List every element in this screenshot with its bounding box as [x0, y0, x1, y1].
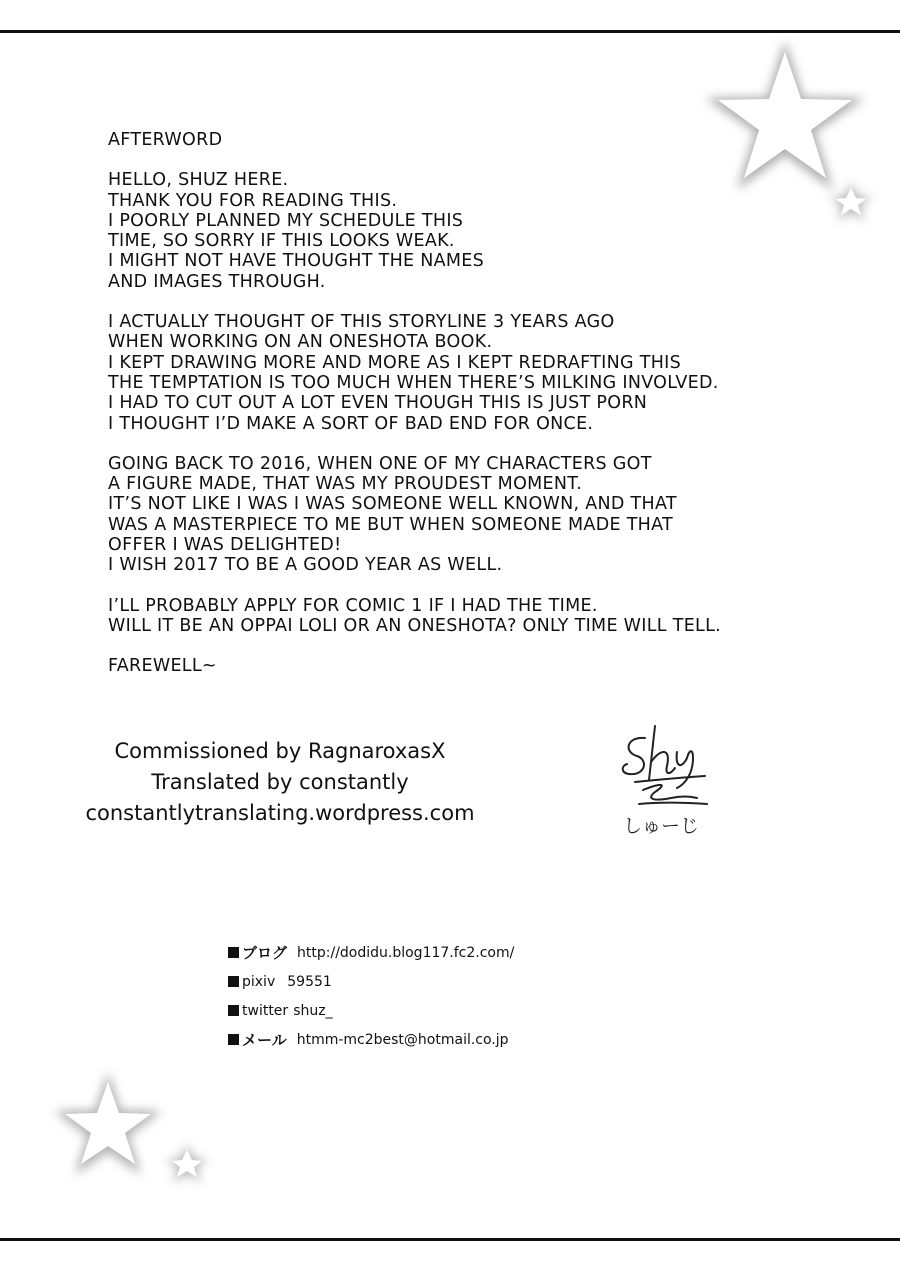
text-line: I THOUGHT I’D MAKE A SORT OF BAD END FOR ONCE.	[108, 413, 594, 434]
signature-kana: しゅーじ	[623, 815, 700, 837]
handwritten-signature-icon	[615, 718, 725, 838]
commissioned-by-text: Commissioned by RagnaroxasX	[114, 739, 446, 763]
afterword-paragraph-3	[108, 454, 808, 576]
pixiv-id: 59551	[287, 973, 332, 990]
star-icon-bottom-left-large	[54, 1072, 162, 1175]
farewell-line: FAREWELL~	[108, 656, 217, 677]
square-bullet-icon	[228, 1005, 239, 1016]
twitter-handle[interactable]: shuz_	[293, 1002, 333, 1019]
translator-website-text: constantlytranslating.wordpress.com	[85, 801, 475, 825]
text-line: I’LL PROBABLY APPLY FOR COMIC 1 IF I HAD THE TIME.	[108, 595, 598, 616]
text-line: I KEPT DRAWING MORE AND MORE AS I KEPT REDRAFTING THIS	[108, 352, 682, 373]
text-line: WHEN WORKING ON AN ONESHOTA BOOK.	[108, 332, 493, 353]
text-line: AND IMAGES THROUGH.	[108, 271, 326, 292]
text-line: GOING BACK TO 2016, WHEN ONE OF MY CHARACTERS GOT	[108, 453, 652, 474]
text-line: WILL IT BE AN OPPAI LOLI OR AN ONESHOTA? ONLY TIME WILL TELL.	[108, 615, 722, 636]
afterword-paragraph-2	[108, 312, 808, 434]
blog-label: ブログ	[242, 944, 288, 962]
author-contact-list	[228, 938, 648, 1054]
contact-row-blog	[228, 938, 648, 967]
square-bullet-icon	[228, 947, 239, 958]
afterword-paragraph-5	[108, 656, 808, 676]
afterword-paragraph-1	[108, 170, 808, 292]
mail-label: メール	[242, 1031, 287, 1049]
square-bullet-icon	[228, 1034, 239, 1045]
pixiv-label: pixiv	[242, 973, 276, 990]
afterword-text-block	[108, 130, 808, 697]
text-line: THANK YOU FOR READING THIS.	[108, 190, 398, 211]
text-line: I POORLY PLANNED MY SCHEDULE THIS	[108, 210, 464, 231]
translated-by-text: Translated by constantly	[151, 770, 409, 794]
text-line: A FIGURE MADE, THAT WAS MY PROUDEST MOMENT.	[108, 474, 583, 495]
text-line: I ACTUALLY THOUGHT OF THIS STORYLINE 3 YEARS AGO	[108, 312, 615, 333]
square-bullet-icon	[228, 976, 239, 987]
afterword-paragraph-4	[108, 596, 808, 637]
text-line: I WISH 2017 TO BE A GOOD YEAR AS WELL.	[108, 555, 503, 576]
twitter-label: twitter	[242, 1002, 289, 1019]
text-line: HELLO, SHUZ HERE.	[108, 170, 289, 191]
contact-row-pixiv	[228, 967, 648, 996]
text-line: WAS A MASTERPIECE TO ME BUT WHEN SOMEONE MADE THAT	[108, 514, 674, 535]
mail-address[interactable]: htmm-mc2best@hotmail.co.jp	[296, 1031, 509, 1048]
text-line: I HAD TO CUT OUT A LOT EVEN THOUGH THIS IS JUST PORN	[108, 393, 648, 414]
star-icon-top-right-small	[830, 182, 872, 221]
contact-row-mail	[228, 1025, 648, 1054]
contact-row-twitter	[228, 996, 648, 1025]
text-line: IT’S NOT LIKE I WAS I WAS SOMEONE WELL KNOWN, AND THAT	[108, 494, 677, 515]
blog-url[interactable]: http://dodidu.blog117.fc2.com/	[297, 944, 515, 961]
afterword-title: AFTERWORD	[108, 130, 223, 150]
text-line: THE TEMPTATION IS TOO MUCH WHEN THERE’S MILKING INVOLVED.	[108, 372, 719, 393]
text-line: OFFER I WAS DELIGHTED!	[108, 535, 342, 556]
star-icon-bottom-left-small	[166, 1144, 208, 1183]
text-line: TIME, SO SORRY IF THIS LOOKS WEAK.	[108, 231, 455, 252]
translation-credits	[70, 736, 490, 829]
text-line: I MIGHT NOT HAVE THOUGHT THE NAMES	[108, 251, 485, 272]
